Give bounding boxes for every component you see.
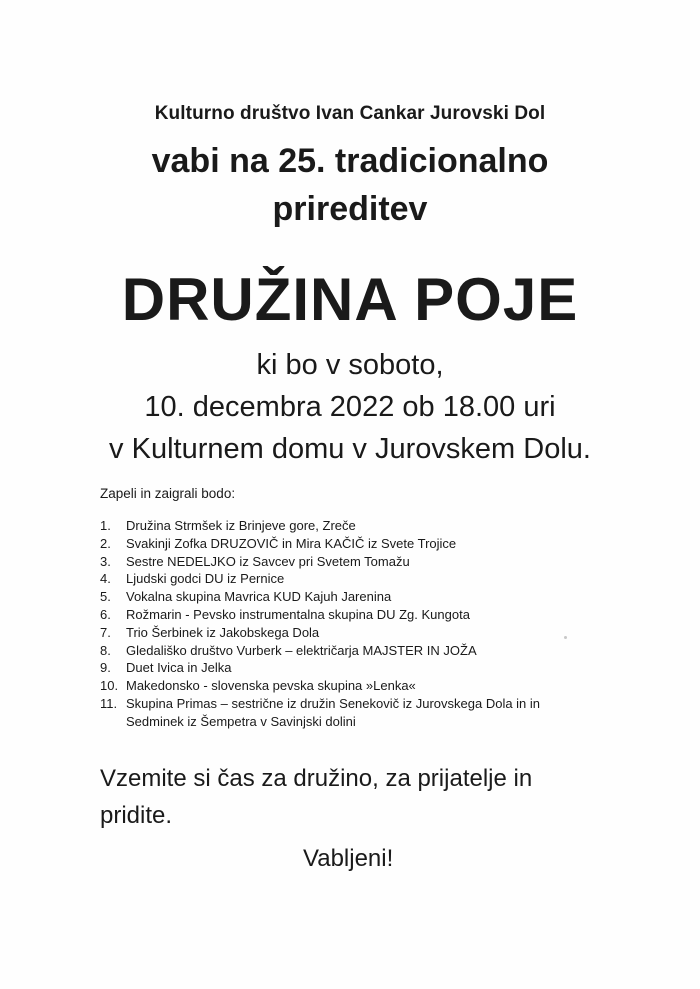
list-item [100, 570, 570, 588]
event-day: ki bo v soboto, [256, 349, 444, 381]
list-item-number: 6. [100, 606, 111, 622]
list-item-text: Gledališko društvo Vurberk – električarja MAJSTER IN JOŽA [126, 642, 477, 658]
organizer-name: Kulturno društvo Ivan Cankar Jurovski Dol [154, 103, 546, 124]
list-item-number: 5. [100, 589, 111, 605]
list-item-number: 9. [100, 660, 111, 676]
list-item-text: Skupina Primas – sestrične iz družin Senekovič iz Jurovskega Dola in in Sedminek iz Šempetra v Savinjski dolini [126, 695, 541, 729]
list-item-text: Vokalna skupina Mavrica KUD Kajuh Jarenina [126, 589, 392, 605]
list-item-number: 4. [100, 571, 111, 587]
headline-line-1: vabi na 25. tradicionalno [151, 142, 549, 180]
event-venue: v Kulturnem domu v Jurovskem Dolu. [109, 433, 591, 465]
event-date-location [0, 344, 700, 470]
list-item-number: 8. [100, 642, 111, 658]
performers-intro: Zapeli in zaigrali bodo: [100, 486, 236, 501]
list-item-text: Duet Ivica in Jelka [126, 660, 232, 676]
list-item-number: 2. [100, 535, 111, 551]
list-item-number: 3. [100, 553, 111, 569]
list-item [100, 606, 570, 624]
list-item [100, 642, 570, 660]
list-item-text: Ljudski godci DU iz Pernice [126, 571, 285, 587]
list-item-text: Svakinji Zofka DRUZOVIČ in Mira KAČIČ iz Svete Trojice [126, 535, 457, 551]
invitation-headline [0, 137, 700, 233]
headline-line-2: prireditev [272, 190, 428, 228]
list-item-text: Makedonsko - slovenska pevska skupina »Lenka« [126, 678, 416, 694]
list-item-text: Rožmarin - Pevsko instrumentalna skupina DU Zg. Kungota [126, 606, 470, 622]
list-item [100, 535, 570, 553]
list-item-number: 7. [100, 624, 111, 640]
list-item-text: Družina Strmšek iz Brinjeve gore, Zreče [126, 518, 356, 533]
closing-message: Vzemite si čas za družino, za prijatelje in pridite. [100, 765, 533, 829]
list-item-text: Sestre NEDELJKO iz Savcev pri Svetem Tomažu [126, 553, 410, 569]
list-item [100, 659, 570, 677]
list-item-text: Trio Šerbinek iz Jakobskega Dola [126, 624, 320, 640]
list-item [100, 553, 570, 571]
list-item [100, 588, 570, 606]
list-item [100, 517, 570, 535]
list-item [100, 624, 570, 642]
welcome-text: Vabljeni! [303, 845, 394, 872]
list-item [100, 695, 570, 731]
scan-speck [564, 636, 567, 639]
list-item-number: 1. [100, 518, 111, 533]
list-item-number: 11. [100, 695, 118, 711]
performers-list [100, 517, 570, 731]
event-date-time: 10. decembra 2022 ob 18.00 uri [144, 391, 556, 423]
event-title: DRUŽINA POJE [121, 266, 579, 333]
list-item-number: 10. [100, 678, 119, 694]
list-item [100, 677, 570, 695]
